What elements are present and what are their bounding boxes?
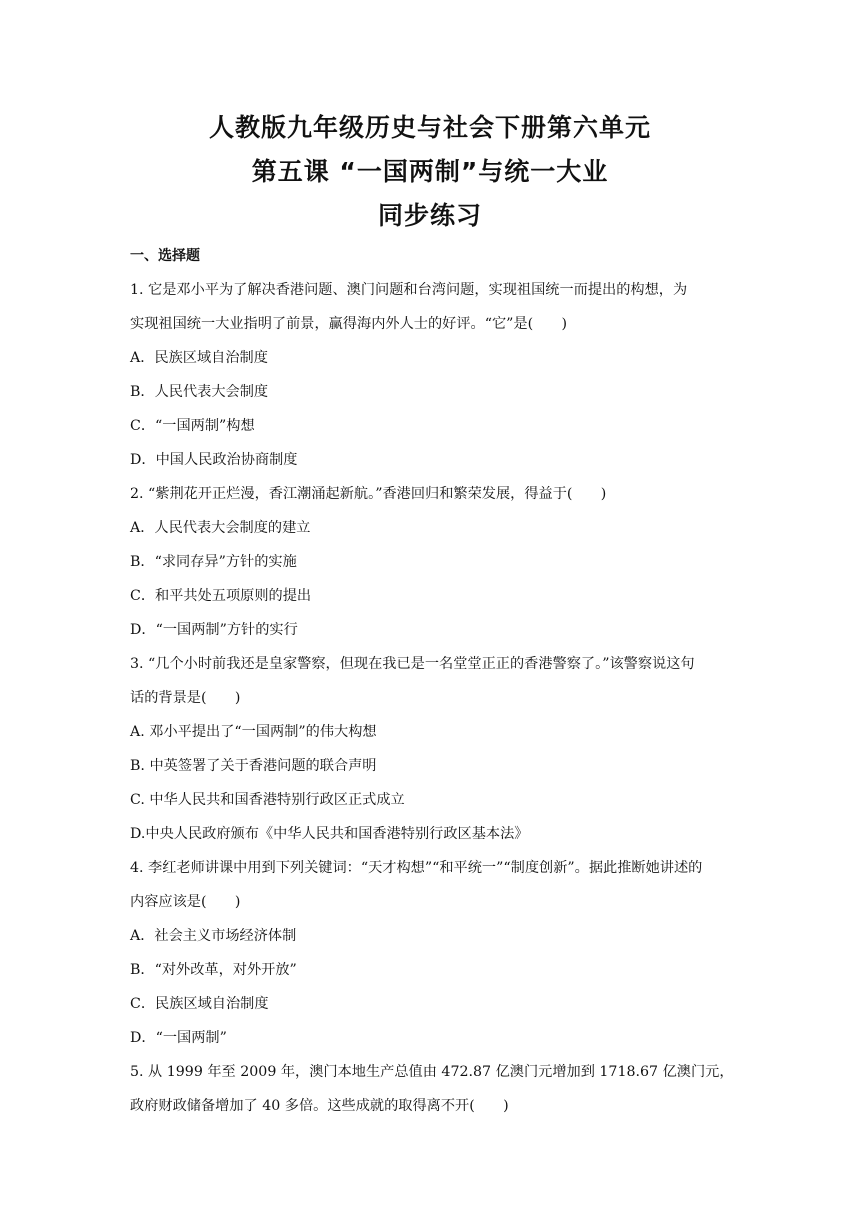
question-1-option-c: C．“一国两制”构想 bbox=[130, 418, 255, 434]
doc-title-line-1: 人教版九年级历史与社会下册第六单元 bbox=[208, 113, 651, 142]
question-4-option-a: A．社会主义市场经济体制 bbox=[130, 928, 297, 944]
question-1-stem-line-2: 实现祖国统一大业指明了前景，赢得海内外人士的好评。“它”是( ) bbox=[130, 316, 568, 332]
question-4-stem-line-1: 4. 李红老师讲课中用到下列关键词：“天才构想”“和平统一”“制度创新”。据此推断她讲述的 bbox=[130, 860, 703, 876]
question-5-stem-line-1: 5. 从 1999 年至 2009 年，澳门本地生产总值由 472.87 亿澳门元增加到 1718.67 亿澳门元， bbox=[130, 1064, 734, 1080]
question-1-option-a: A．民族区域自治制度 bbox=[130, 350, 268, 366]
question-3-option-b: B. 中英签署了关于香港问题的联合声明 bbox=[130, 758, 377, 774]
question-3-option-a: A. 邓小平提出了“一国两制”的伟大构想 bbox=[130, 724, 377, 740]
doc-title-line-2: 第五课 “一国两制”与统一大业 bbox=[251, 157, 609, 186]
question-1-stem-line-1: 1. 它是邓小平为了解决香港问题、澳门问题和台湾问题，实现祖国统一而提出的构想，为 bbox=[130, 282, 688, 298]
doc-title-line-3: 同步练习 bbox=[377, 201, 482, 230]
section-heading: 一、选择题 bbox=[130, 248, 200, 264]
question-1-option-b: B．人民代表大会制度 bbox=[130, 384, 269, 400]
question-4-option-d: D．“一国两制” bbox=[130, 1030, 227, 1046]
question-2-option-d: D．“一国两制”方针的实行 bbox=[130, 622, 298, 638]
question-3-stem-line-2: 话的背景是( ) bbox=[130, 690, 241, 706]
question-4-stem-line-2: 内容应该是( ) bbox=[130, 894, 241, 910]
question-3-stem-line-1: 3. “几个小时前我还是皇家警察，但现在我已是一名堂堂正正的香港警察了。”该警察说这句 bbox=[130, 656, 695, 672]
question-5-stem-line-2: 政府财政储备增加了 40 多倍。这些成就的取得离不开( ) bbox=[130, 1098, 509, 1114]
question-4-option-c: C．民族区域自治制度 bbox=[130, 996, 269, 1012]
question-3-option-d: D.中央人民政府颁布《中华人民共和国香港特别行政区基本法》 bbox=[130, 826, 529, 842]
question-1-option-d: D．中国人民政治协商制度 bbox=[130, 452, 298, 468]
question-2-option-b: B．“求同存异”方针的实施 bbox=[130, 554, 297, 570]
question-2-stem-line-1: 2. “紫荆花开正烂漫，香江潮涌起新航。”香港回归和繁荣发展，得益于( ) bbox=[130, 486, 607, 502]
question-2-option-c: C．和平共处五项原则的提出 bbox=[130, 588, 312, 604]
question-3-option-c: C. 中华人民共和国香港特别行政区正式成立 bbox=[130, 792, 405, 808]
question-4-option-b: B．“对外改革，对外开放” bbox=[130, 962, 297, 978]
question-2-option-a: A．人民代表大会制度的建立 bbox=[130, 520, 311, 536]
